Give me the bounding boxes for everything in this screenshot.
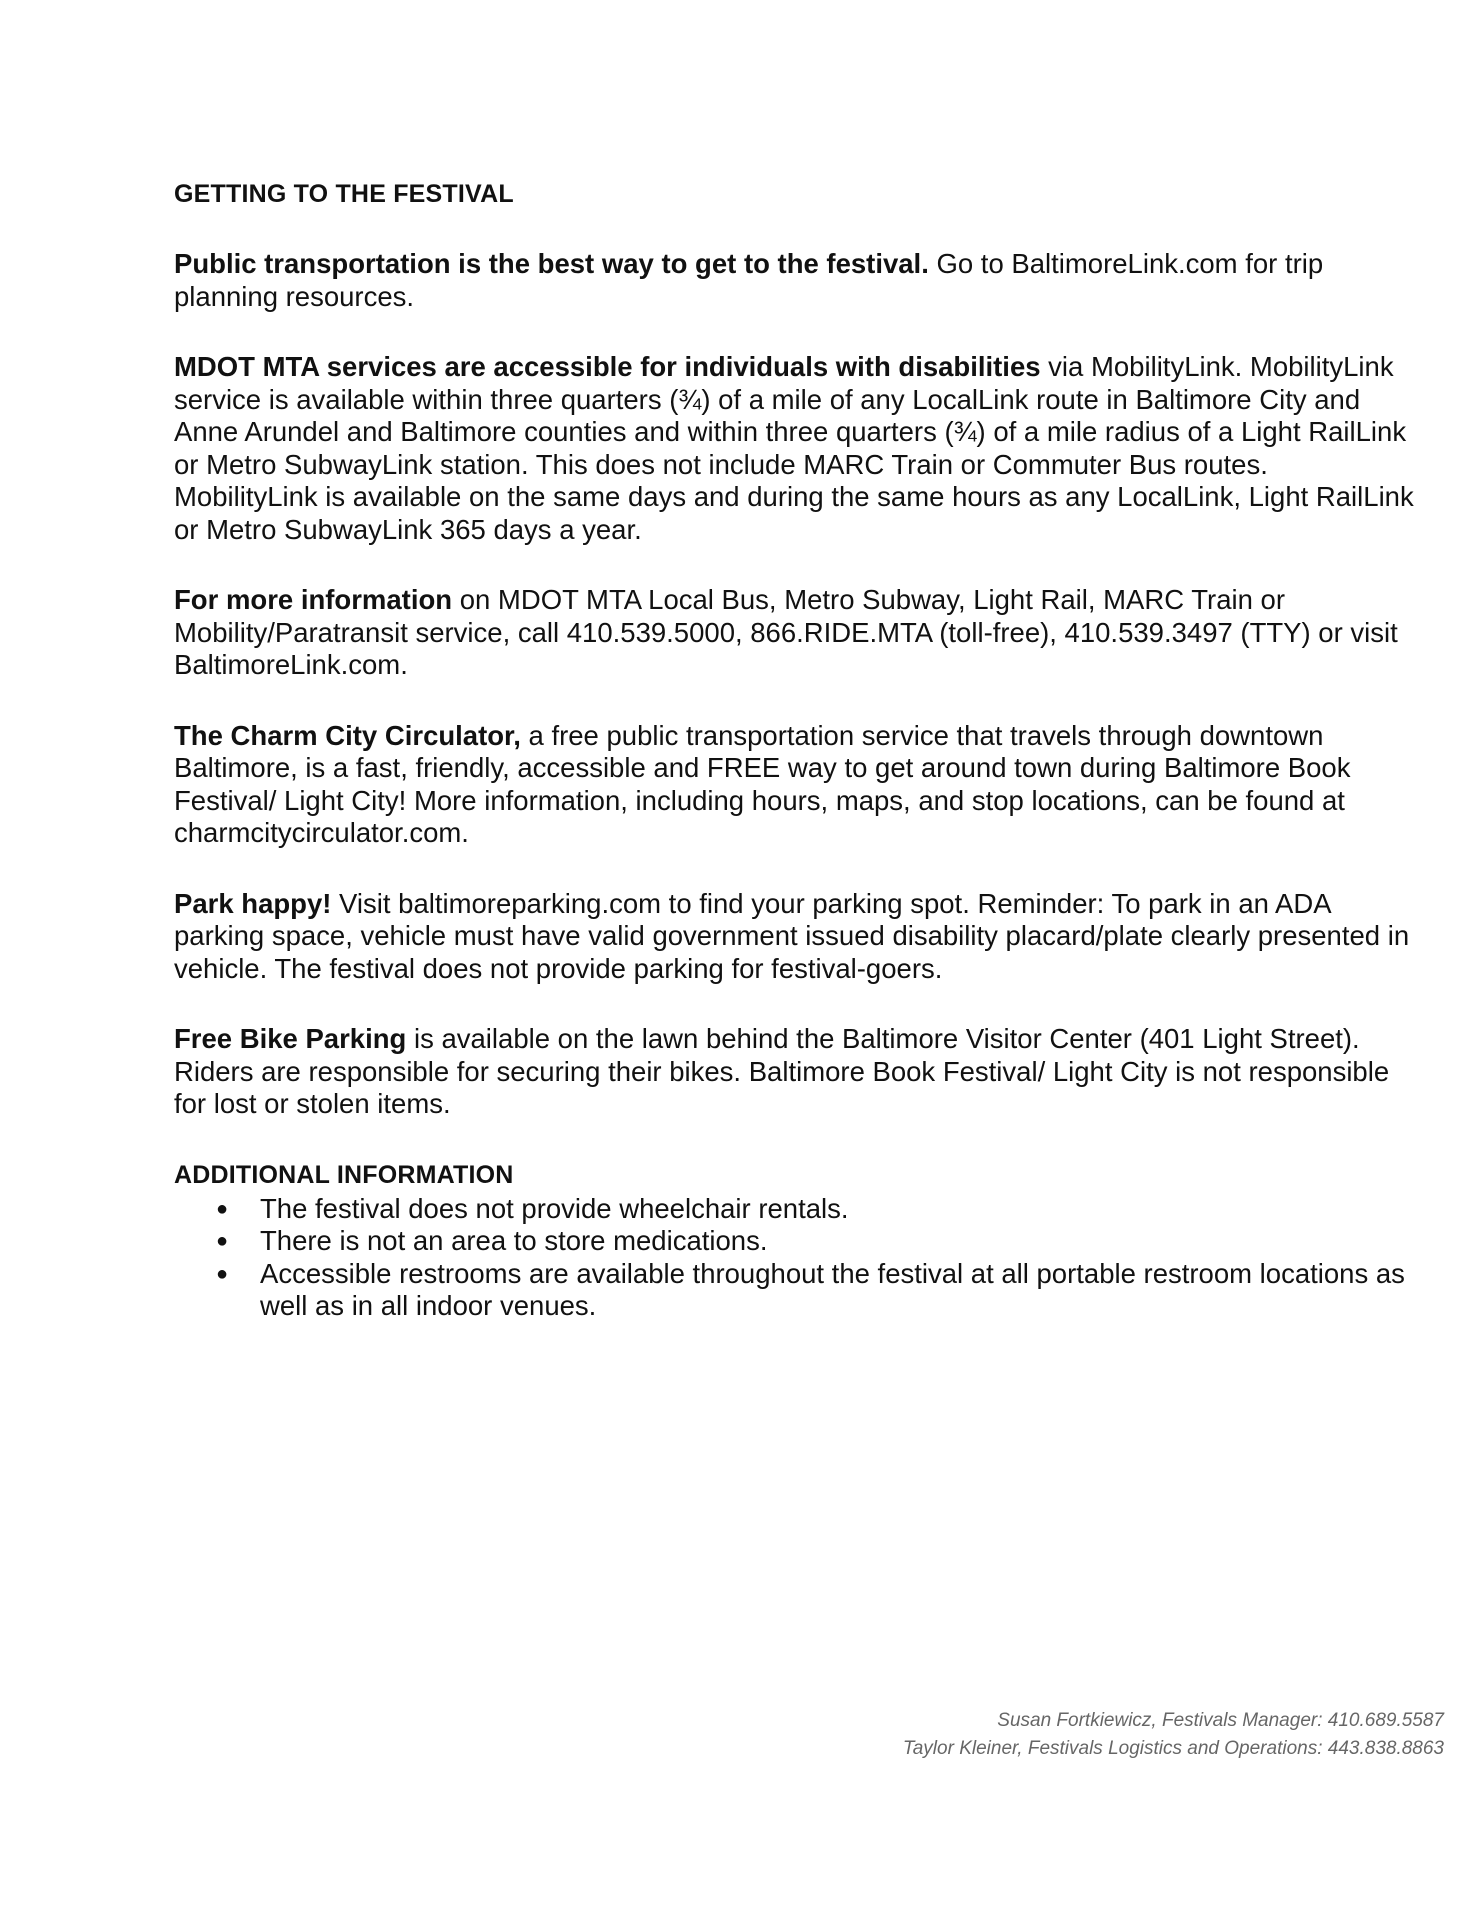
contact-line-logistics: Taylor Kleiner, Festivals Logistics and Operations: 443.838.8863 [902,1738,1444,1759]
paragraph-text: via MobilityLink. MobilityLink service is available within three quarters (¾) of a mile of any LocalLink route in Baltimore City and Anne Arundel and Baltimore counties and within three quarters (¾) of a mile radius of a Light RailLink or Metro SubwayLink station. This does not include MARC Train or Commuter Bus routes. MobilityLink is available on the same days and during the same hours as any LocalLink, Light RailLink or Metro SubwayLink 365 days a year. [174,351,1414,545]
paragraph-lead: Free Bike Parking [174,1023,407,1054]
paragraph-lead: Public transportation is the best way to get to the festival. [174,248,929,279]
additional-info-list [174,1193,1414,1323]
paragraph-parking [174,888,1414,986]
paragraph-lead: Park happy! [174,887,332,919]
paragraph-text: on MDOT MTA Local Bus, Metro Subway, Light Rail, MARC Train or Mobility/Paratransit service, call 410.539.5000, 866.RIDE.MTA (toll-free), 410.539.3497 (TTY) or visit BaltimoreLink.com. [174,584,1398,680]
contact-footer [903,1707,1444,1763]
section-heading-getting-there: GETTING TO THE FESTIVAL [174,180,514,208]
list-item: ● There is not an area to store medications. [260,1225,1414,1258]
paragraph-lead: The Charm City Circulator, [174,719,521,751]
paragraph-lead: For more information [174,584,453,615]
paragraph-lead: MDOT MTA services are accessible for individuals with disabilities [174,351,1041,382]
paragraph-text: Go to BaltimoreLink.com for trip planning resources. [174,248,1324,312]
paragraph-public-transportation [174,248,1414,313]
section-heading-additional: ADDITIONAL INFORMATION [174,1160,514,1189]
paragraph-text: a free public transportation service that travels through downtown Baltimore, is a fast, friendly, accessible and FREE way to get around town during Baltimore Book Festival/ Light City! More information, including hours, maps, and stop locations, can be found at charmcitycirculator.com. [174,719,1351,848]
paragraph-bike-parking [174,1023,1414,1121]
paragraph-text: is available on the lawn behind the Baltimore Visitor Center (401 Light Street). Riders are responsible for securing their bikes. Baltimore Book Festival/ Light City is not responsible for lost or stolen items. [174,1023,1390,1119]
list-item: ● Accessible restrooms are available throughout the festival at all portable restroom locations as well as in all indoor venues. [260,1258,1414,1323]
contact-line-manager: Susan Fortkiewicz, Festivals Manager: 410.689.5587 [997,1710,1444,1731]
paragraph-text: Visit baltimoreparking.com to find your parking spot. Reminder: To park in an ADA parking space, vehicle must have valid government issued disability placard/plate clearly presented in vehicle. The festival does not provide parking for festival-goers. [174,887,1410,984]
list-item: ● The festival does not provide wheelchair rentals. [260,1193,1414,1226]
document-body [174,178,1414,1323]
paragraph-more-information [174,584,1414,682]
paragraph-accessibility [174,351,1414,546]
paragraph-circulator [174,720,1414,850]
